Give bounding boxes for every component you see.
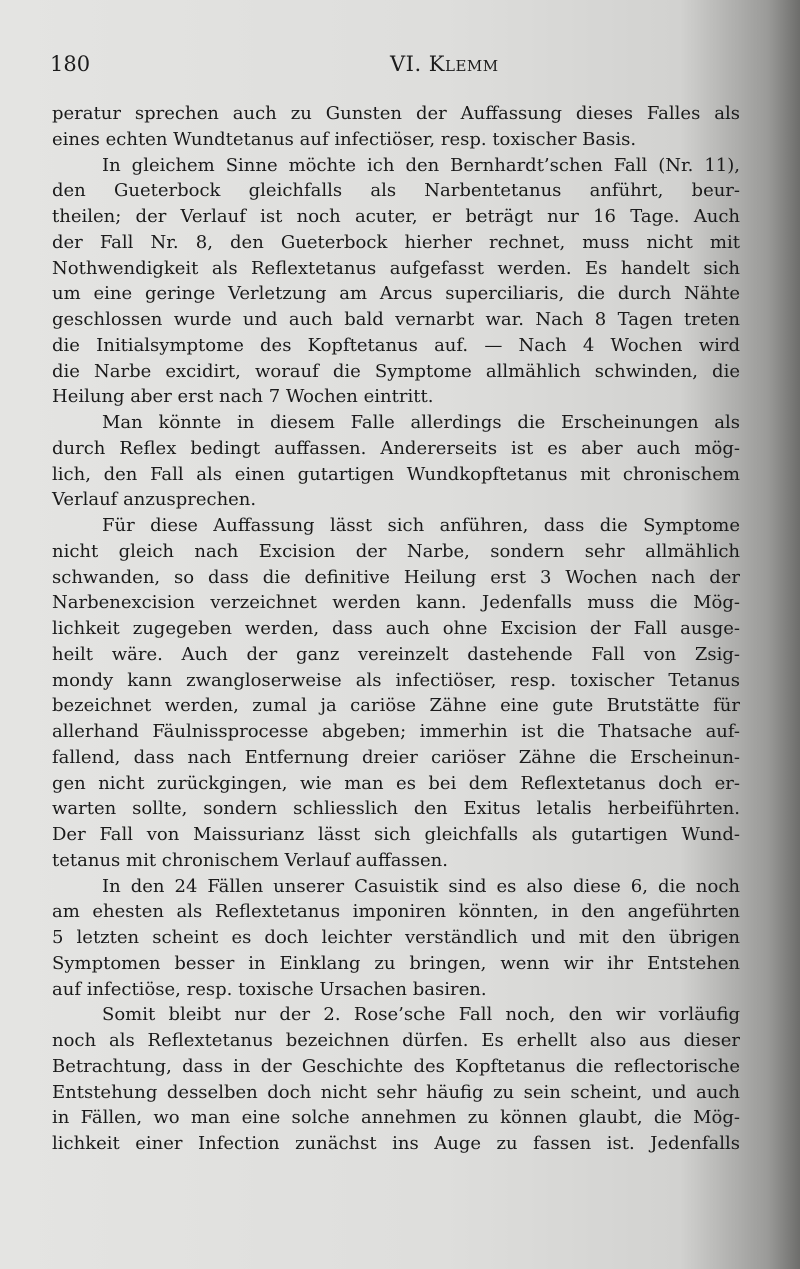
- text-line: Verlauf anzusprechen.: [52, 489, 257, 511]
- text-line: lich, den Fall als einen gutartigen Wundkopftetanus mit chronischem: [52, 463, 740, 485]
- text-line: auf infectiöse, resp. toxische Ursachen basiren.: [52, 978, 487, 1000]
- text-line: theilen; der Verlauf ist noch acuter, er beträgt nur 16 Tage. Auch: [52, 206, 740, 227]
- text-line: geschlossen wurde und auch bald vernarbt war. Nach 8 Tagen treten: [52, 309, 740, 330]
- text-line: Man könnte in diesem Falle allerdings die Erscheinungen als: [102, 412, 740, 433]
- page-header: [50, 52, 740, 82]
- paragraph-6: [52, 1002, 740, 1157]
- text-line: Somit bleibt nur der 2. Rose’sche Fall noch, den wir vorläufig: [102, 1004, 740, 1026]
- text-line: schwanden, so dass die definitive Heilung erst 3 Wochen nach der: [52, 566, 740, 588]
- text-line: durch Reflex bedingt auffassen. Andererseits ist es aber auch mög-: [52, 437, 740, 459]
- text-line: am ehesten als Reflextetanus imponiren könnten, in den angeführten: [52, 901, 740, 923]
- text-line: fallend, dass nach Entfernung dreier cariöser Zähne die Erscheinun-: [52, 746, 740, 768]
- text-line: In den 24 Fällen unserer Casuistik sind es also diese 6, die noch: [102, 875, 740, 897]
- text-line: Narbenexcision verzeichnet werden kann. Jedenfalls muss die Mög-: [52, 592, 740, 614]
- text-line: bezeichnet werden, zumal ja cariöse Zähne eine gute Brutstätte für: [52, 695, 740, 717]
- paragraph-4: [52, 513, 740, 874]
- text-line: die Initialsymptome des Kopftetanus auf. — Nach 4 Wochen wird: [52, 334, 740, 356]
- text-line: Betrachtung, dass in der Geschichte des Kopftetanus die reflectorische: [52, 1055, 740, 1077]
- text-line: noch als Reflextetanus bezeichnen dürfen. Es erhellt also aus dieser: [52, 1030, 740, 1051]
- text-line: lichkeit einer Infection zunächst ins Auge zu fassen ist. Jedenfalls: [52, 1133, 740, 1154]
- text-line: gen nicht zurückgingen, wie man es bei dem Reflextetanus doch er-: [52, 772, 740, 794]
- text-line: In gleichem Sinne möchte ich den Bernhardt’schen Fall (Nr. 11),: [102, 154, 740, 176]
- text-line: der Fall Nr. 8, den Gueterbock hierher rechnet, muss nicht mit: [52, 231, 740, 253]
- text-line: tetanus mit chronischem Verlauf auffassen.: [52, 849, 448, 871]
- text-line: 5 letzten scheint es doch leichter verständlich und mit den übrigen: [52, 927, 740, 948]
- paragraph-5: [52, 874, 740, 1003]
- text-line: die Narbe excidirt, worauf die Symptome allmählich schwinden, die: [52, 360, 740, 382]
- text-line: Symptomen besser in Einklang zu bringen, wenn wir ihr Entstehen: [52, 952, 740, 974]
- text-line: heilt wäre. Auch der ganz vereinzelt dastehende Fall von Zsig-: [52, 643, 740, 665]
- text-line: Für diese Auffassung lässt sich anführen, dass die Symptome: [102, 515, 740, 536]
- paragraph-2: [52, 153, 740, 411]
- text-line: den Gueterbock gleichfalls als Narbentetanus anführt, beur-: [52, 180, 740, 202]
- paragraph-1: [52, 101, 740, 153]
- text-line: um eine geringe Verletzung am Arcus superciliaris, die durch Nähte: [52, 283, 740, 305]
- body-text: [52, 101, 740, 1157]
- text-line: Nothwendigkeit als Reflextetanus aufgefasst werden. Es handelt sich: [52, 257, 740, 279]
- running-title: VI. Klemm: [390, 52, 499, 76]
- text-line: warten sollte, sondern schliesslich den Exitus letalis herbeiführten.: [52, 798, 740, 820]
- text-line: Entstehung desselben doch nicht sehr häufig zu sein scheint, und auch: [52, 1081, 740, 1103]
- page-number: 180: [50, 52, 91, 76]
- text-line: eines echten Wundtetanus auf infectiöser, resp. toxischer Basis.: [52, 128, 637, 150]
- text-line: Der Fall von Maissurianz lässt sich gleichfalls als gutartigen Wund-: [52, 824, 740, 845]
- paragraph-3: [52, 410, 740, 513]
- text-line: allerhand Fäulnissprocesse abgeben; immerhin ist die Thatsache auf-: [52, 721, 740, 742]
- text-line: nicht gleich nach Excision der Narbe, sondern sehr allmählich: [52, 540, 740, 562]
- text-line: Heilung aber erst nach 7 Wochen eintritt.: [52, 386, 434, 408]
- text-line: peratur sprechen auch zu Gunsten der Auffassung dieses Falles als: [52, 103, 740, 124]
- text-line: in Fällen, wo man eine solche annehmen zu können glaubt, die Mög-: [52, 1107, 740, 1129]
- text-line: mondy kann zwangloserweise als infectiöser, resp. toxischer Tetanus: [52, 669, 740, 691]
- text-line: lichkeit zugegeben werden, dass auch ohne Excision der Fall ausge-: [52, 618, 740, 639]
